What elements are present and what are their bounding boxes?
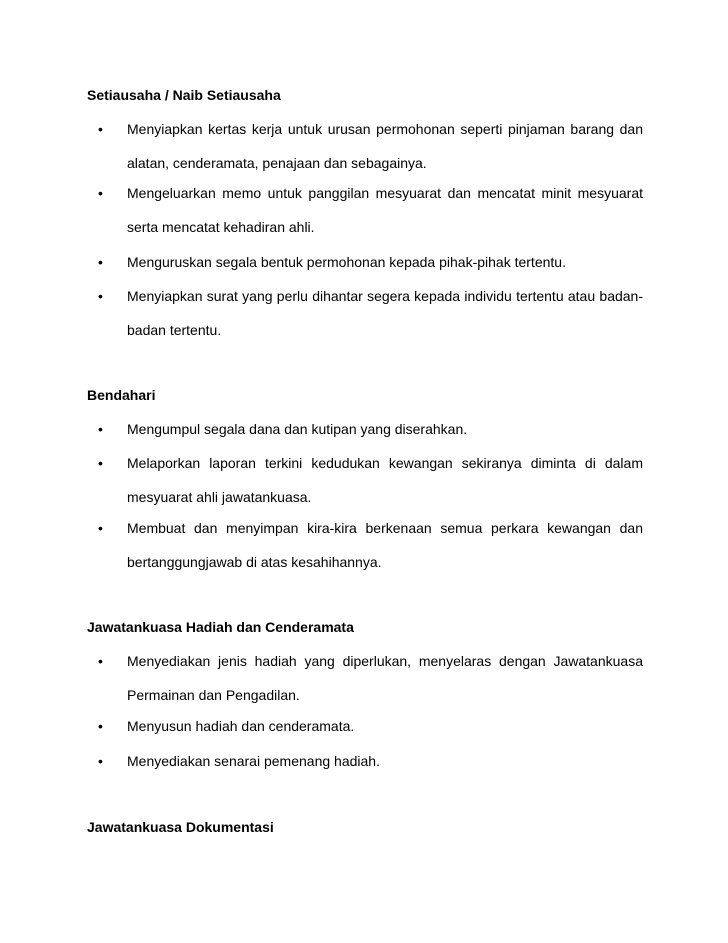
list-item-text: Membuat dan menyimpan kira-kira berkenaan semua perkara kewangan dan bertanggungjawab di atas kesahihannya.: [127, 520, 643, 570]
list-item-text: Mengeluarkan memo untuk panggilan mesyuarat dan mencatat minit mesyuarat serta mencatat kehadiran ahli.: [127, 185, 643, 235]
list-item-text: Mengumpul segala dana dan kutipan yang diserahkan.: [127, 421, 468, 437]
list-item-text: Melaporkan laporan terkini kedudukan kewangan sekiranya diminta di dalam mesyuarat ahli jawatankuasa.: [127, 455, 643, 505]
list-item-text: Menyiapkan kertas kerja untuk urusan permohonan seperti pinjaman barang dan alatan, cenderamata, penajaan dan sebagainya.: [127, 121, 643, 171]
bullet-icon: •: [98, 421, 103, 437]
bullet-icon: •: [98, 288, 103, 304]
list-item-text: Menyiapkan surat yang perlu dihantar segera kepada individu tertentu atau badan-badan tertentu.: [127, 288, 643, 338]
bullet-icon: •: [98, 718, 103, 734]
bullet-icon: •: [98, 185, 103, 201]
bullet-icon: •: [98, 753, 103, 769]
bullet-icon: •: [98, 455, 103, 471]
bullet-icon: •: [98, 121, 103, 137]
list-item-text: Menyusun hadiah dan cenderamata.: [127, 718, 355, 734]
bullet-icon: •: [98, 520, 103, 536]
section-heading-hadiah: Jawatankuasa Hadiah dan Cenderamata: [87, 619, 354, 635]
section-heading-setiausaha: Setiausaha / Naib Setiausaha: [87, 87, 281, 103]
list-item-text: Menyediakan senarai pemenang hadiah.: [127, 753, 380, 769]
list-item-text: Menguruskan segala bentuk permohonan kepada pihak-pihak tertentu.: [127, 254, 566, 270]
bullet-icon: •: [98, 254, 103, 270]
section-heading-dokumentasi: Jawatankuasa Dokumentasi: [87, 819, 274, 835]
section-heading-bendahari: Bendahari: [87, 387, 156, 403]
bullet-icon: •: [98, 653, 103, 669]
list-item-text: Menyediakan jenis hadiah yang diperlukan, menyelaras dengan Jawatankuasa Permainan dan Pengadilan.: [127, 653, 643, 703]
